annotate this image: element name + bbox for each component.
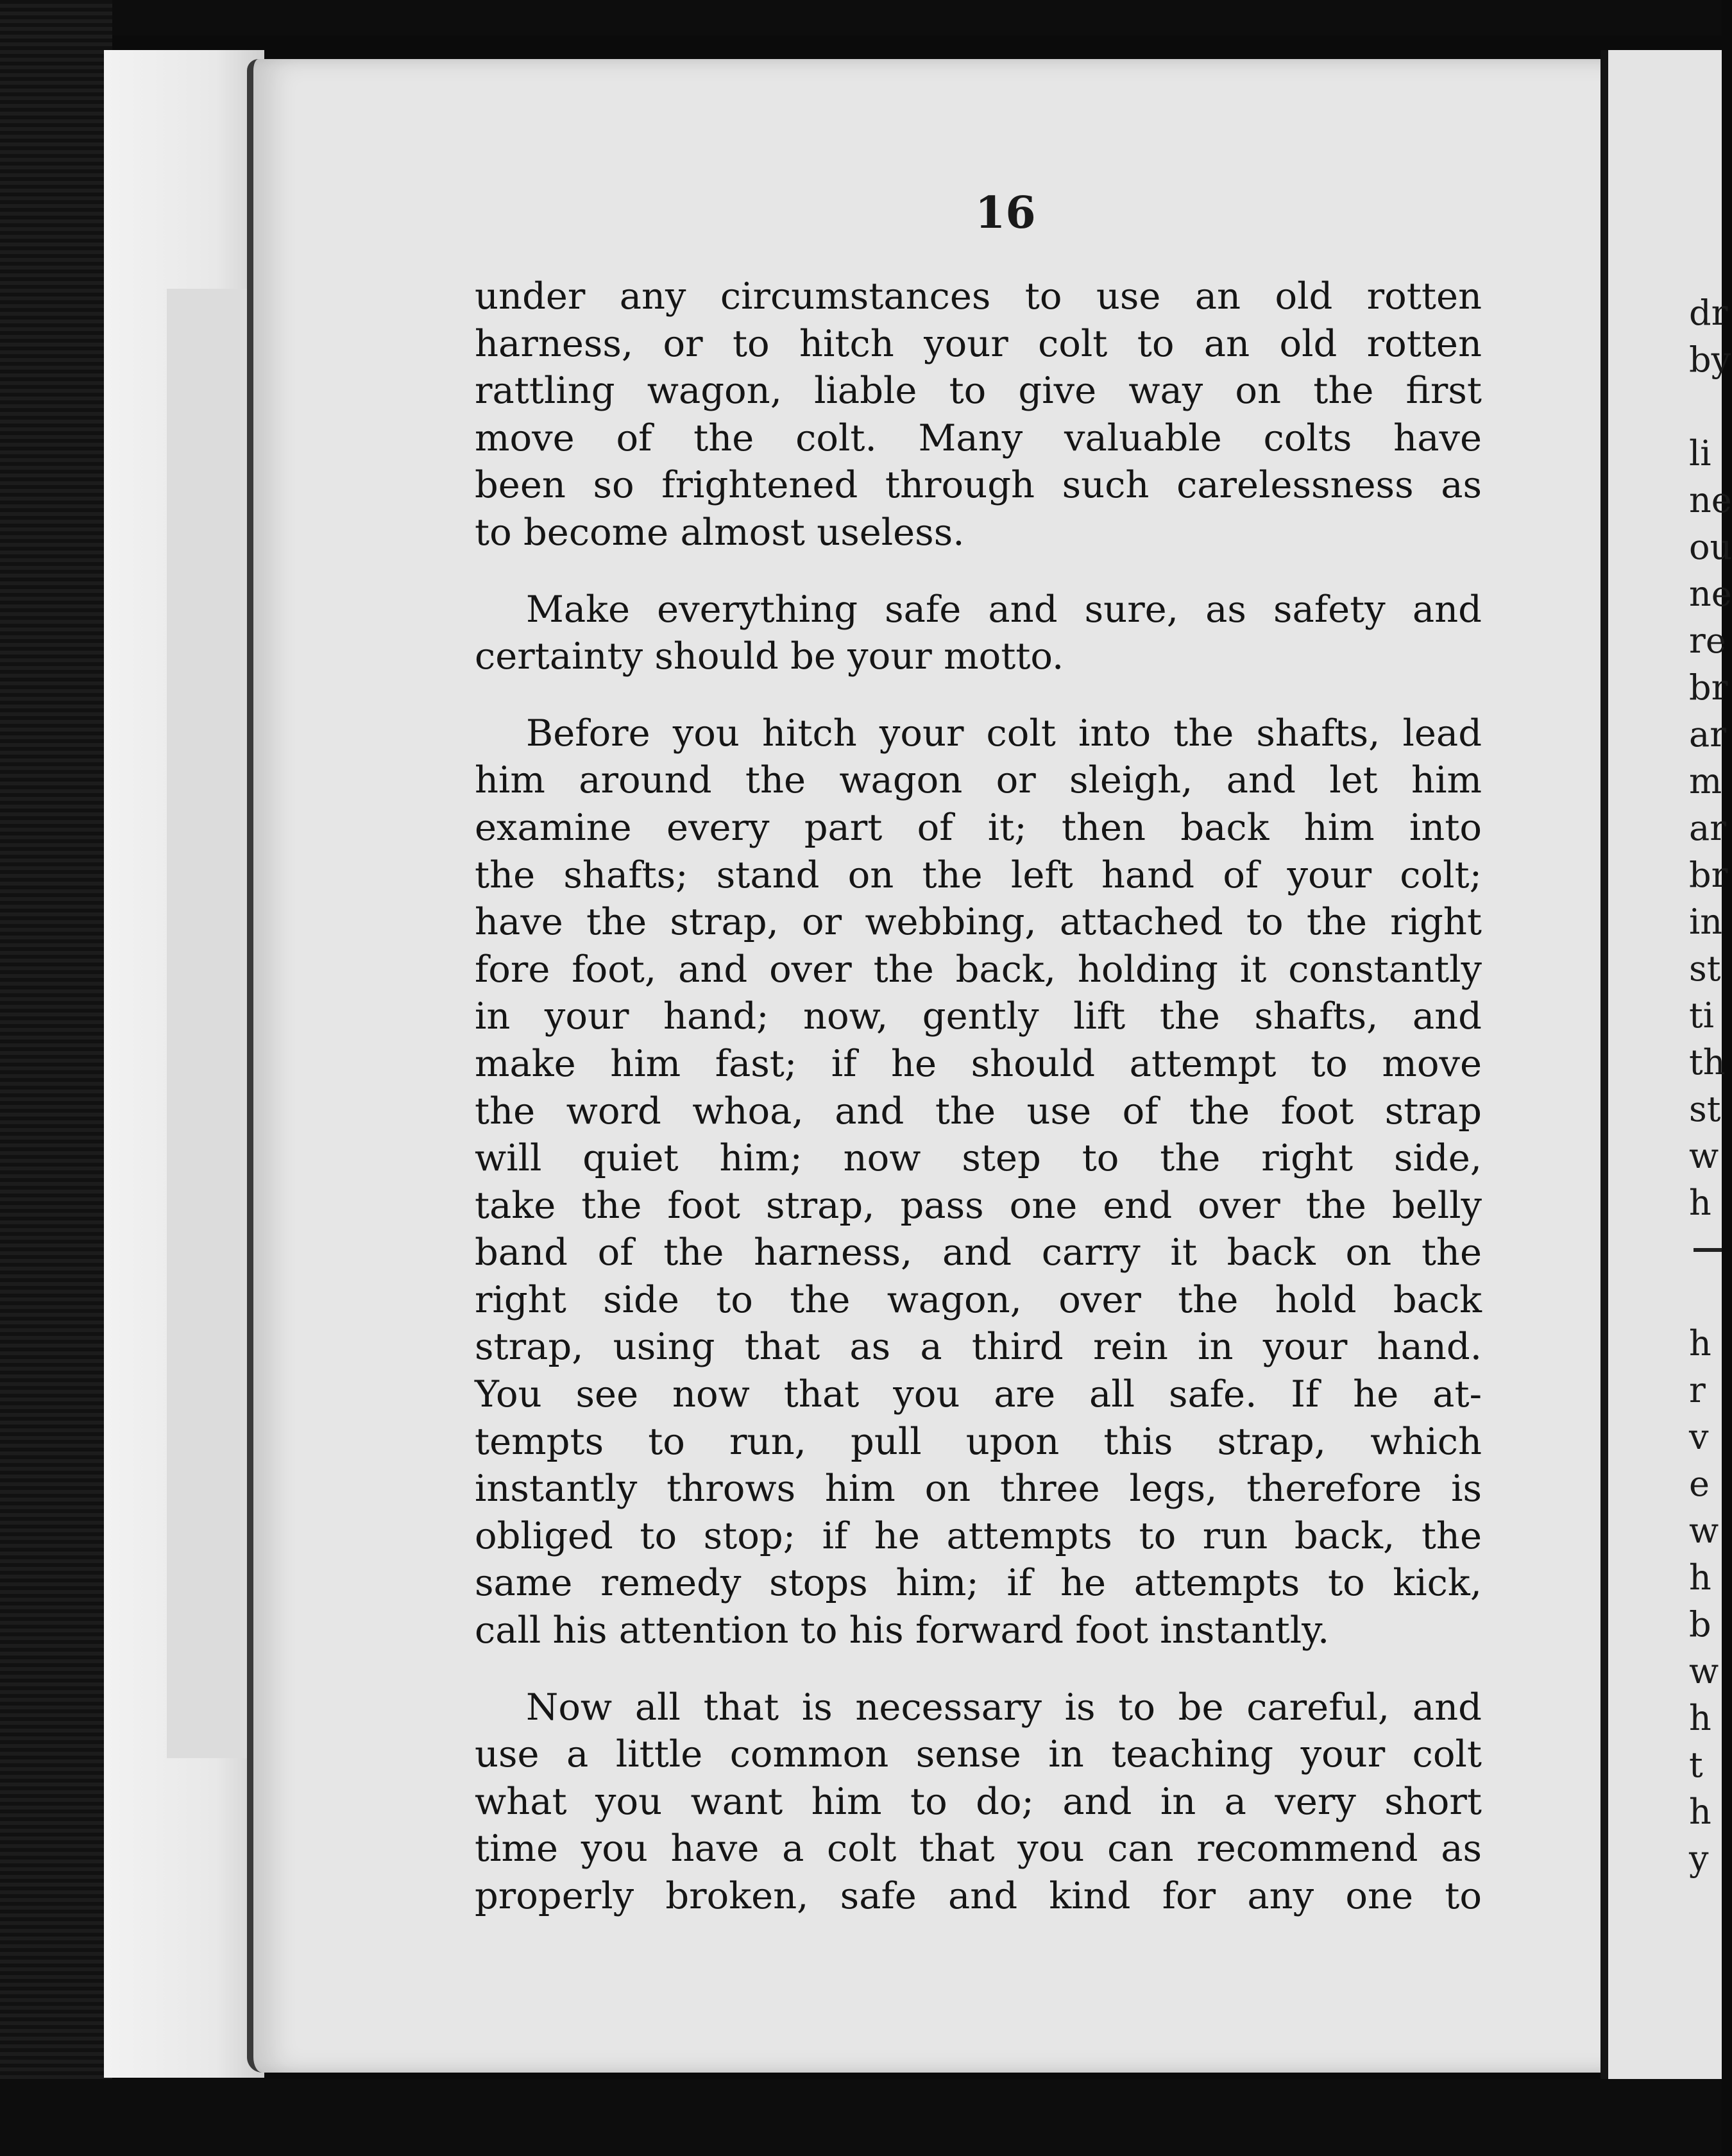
next-page-fragment: ar [1689,808,1727,848]
text-line: properly broken, safe and kind for any one to [475,1874,1482,1917]
next-page-fragment: r [1689,1370,1706,1410]
next-page-fragment: b [1689,1604,1711,1645]
next-page-fragment: li [1689,433,1711,474]
next-page-fragment: br [1689,855,1728,895]
next-page-fragment: t [1689,1745,1703,1785]
next-page-fragment: ou [1689,527,1732,567]
next-page-fragment: th [1689,1042,1726,1082]
scan-border-bottom [0,2079,1722,2156]
text-line: Make everything safe and sure, as safety and [526,587,1482,631]
text-line: will quiet him; now step to the right side, [475,1136,1482,1180]
text-line: Before you hitch your colt into the shafts, lead [526,711,1482,755]
page-number: 16 [975,187,1036,239]
text-line: make him fast; if he should attempt to move [475,1041,1482,1085]
text-line: under any circumstances to use an old rotten [475,275,1482,318]
next-page-fragment: w [1689,1136,1719,1176]
next-page-fragment: br [1689,667,1728,708]
next-page-fragment: h [1689,1698,1711,1738]
text-line: You see now that you are all safe. If he at- [475,1373,1482,1416]
next-page-fragment: y [1689,1838,1709,1879]
next-page-fragment: ti [1689,995,1714,1036]
text-line: the word whoa, and the use of the foot strap [475,1089,1482,1133]
text-line: the shafts; stand on the left hand of your colt; [475,853,1482,896]
text-line: what you want him to do; and in a very short [475,1779,1482,1823]
next-page-fragment: h [1689,1792,1711,1832]
text-line: certainty should be your motto. [475,635,1064,678]
text-line: band of the harness, and carry it back on the [475,1231,1482,1274]
text-line: strap, using that as a third rein in your hand. [475,1325,1482,1369]
text-line: harness, or to hitch your colt to an old rotten [475,321,1482,365]
text-line: use a little common sense in teaching your colt [475,1733,1482,1776]
text-line: obliged to stop; if he attempts to run back, the [475,1514,1482,1557]
next-page-fragment: w [1689,1651,1719,1691]
next-page-fragment: h [1689,1557,1711,1598]
text-line: have the strap, or webbing, attached to the right [475,900,1482,944]
next-page-fragment: w [1689,1510,1719,1551]
next-page-fragment: by [1689,339,1731,380]
text-line: instantly throws him on three legs, therefore is [475,1467,1482,1510]
text-line: take the foot strap, pass one end over the belly [475,1183,1482,1227]
next-page-fragment: m [1689,761,1722,801]
text-line: Now all that is necessary is to be careful, and [526,1685,1482,1729]
page-body-text [475,273,1482,1920]
text-line: him around the wagon or sleigh, and let him [475,758,1482,802]
next-page-sliver [1608,50,1732,2084]
next-page-fragment: in [1689,902,1723,942]
text-line: rattling wagon, liable to give way on the first [475,369,1482,413]
text-line: time you have a colt that you can recommend as [475,1827,1482,1870]
page-gutter [1600,50,1608,2084]
text-line: in your hand; now, gently lift the shafts, and [475,995,1482,1038]
text-line: move of the colt. Many valuable colts have [475,416,1482,459]
text-line: right side to the wagon, over the hold back [475,1278,1482,1321]
next-page-fragment: v [1689,1417,1709,1457]
next-page-fragment: ne [1689,480,1732,520]
text-line: tempts to run, pull upon this strap, which [475,1419,1482,1463]
next-page-fragment: st [1689,1089,1721,1129]
text-line: fore foot, and over the back, holding it constantly [475,947,1482,991]
next-page-fragment: dr [1689,293,1728,333]
next-page-fragment: ar [1689,714,1727,755]
next-page-fragment: re [1689,620,1726,661]
text-line: been so frightened through such carelessness as [475,463,1482,507]
next-page-rule [1694,1248,1722,1252]
scan-border-top [0,0,1722,35]
next-page-fragment: h [1689,1323,1711,1364]
next-page-fragment: h [1689,1183,1711,1223]
next-page-fragment: e [1689,1464,1710,1504]
scan-border-left [0,0,112,2156]
next-page-fragment: ne [1689,574,1732,614]
text-line: call his attention to his forward foot instantly. [475,1609,1330,1652]
next-page-fragment: st [1689,948,1721,989]
text-line: to become almost useless. [475,510,965,554]
text-line: same remedy stops him; if he attempts to kick, [475,1561,1482,1605]
text-line: examine every part of it; then back him into [475,805,1482,849]
